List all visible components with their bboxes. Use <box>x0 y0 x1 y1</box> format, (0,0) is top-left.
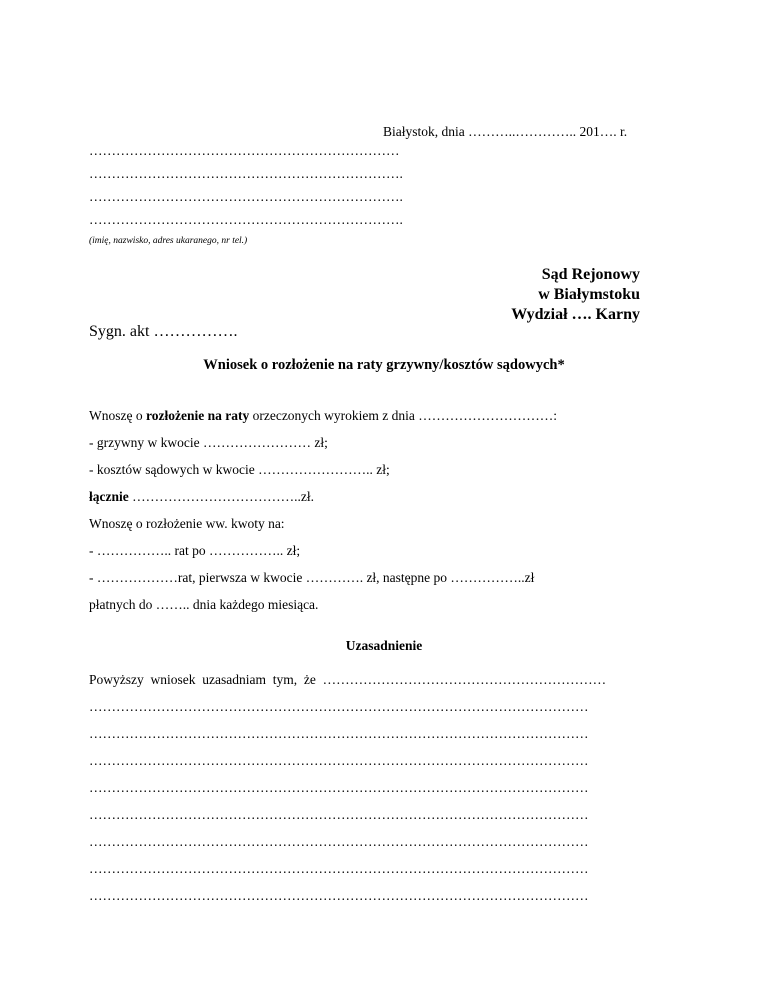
installment-option-2: - ………………rat, pierwsza w kwocie …………. zł, następne po ……………..zł <box>89 570 535 585</box>
total-line <box>89 489 314 505</box>
total-label: łącznie <box>89 489 129 504</box>
justification-line-7: ………………………………………………………………………………………………… <box>89 861 589 876</box>
request-prefix: Wnoszę o <box>89 408 146 423</box>
sender-caption: (imię, nazwisko, adres ukaranego, nr tel.) <box>89 236 248 246</box>
place-date: Białystok, dnia ………..………….. 201…. r. <box>383 124 628 139</box>
sender-line-2: ……………………………………………………………. <box>89 166 403 181</box>
justification-line-1: ………………………………………………………………………………………………… <box>89 699 589 714</box>
justification-line-3: ………………………………………………………………………………………………… <box>89 753 589 768</box>
request-paragraph <box>89 408 557 424</box>
sender-line-4: ……………………………………………………………. <box>89 212 403 227</box>
justification-line-4: ………………………………………………………………………………………………… <box>89 780 589 795</box>
case-number: Sygn. akt ……………. <box>89 323 238 340</box>
request-bold: rozłożenie na raty <box>145 408 250 423</box>
justification-first-line: Powyższy wniosek uzasadniam tym, że ……………………………………………………… <box>89 672 607 687</box>
request-suffix: orzeczonych wyrokiem z dnia …………………………: <box>249 408 558 423</box>
court-division: Wydział …. Karny <box>511 306 640 323</box>
installments-request: Wnoszę o rozłożenie ww. kwoty na: <box>89 516 285 531</box>
justification-line-6: ………………………………………………………………………………………………… <box>89 834 589 849</box>
justification-line-2: ………………………………………………………………………………………………… <box>89 726 589 741</box>
installment-option-1: - …………….. rat po …………….. zł; <box>89 543 301 558</box>
total-value: ………………………………..zł. <box>128 489 314 504</box>
court-city: w Białymstoku <box>538 286 640 303</box>
costs-line: - kosztów sądowych w kwocie …………………….. zł; <box>89 462 390 477</box>
court-name: Sąd Rejonowy <box>541 266 640 283</box>
sender-line-1: …………………………………………………………… <box>89 143 400 158</box>
justification-line-8: ………………………………………………………………………………………………… <box>89 888 589 903</box>
document-title: Wniosek o rozłożenie na raty grzywny/kosztów sądowych* <box>203 357 565 373</box>
justification-heading: Uzasadnienie <box>345 638 423 653</box>
payment-day-line: płatnych do …….. dnia każdego miesiąca. <box>89 597 319 612</box>
justification-line-5: ………………………………………………………………………………………………… <box>89 807 589 822</box>
sender-line-3: ……………………………………………………………. <box>89 189 403 204</box>
fine-line: - grzywny w kwocie …………………… zł; <box>89 435 328 450</box>
